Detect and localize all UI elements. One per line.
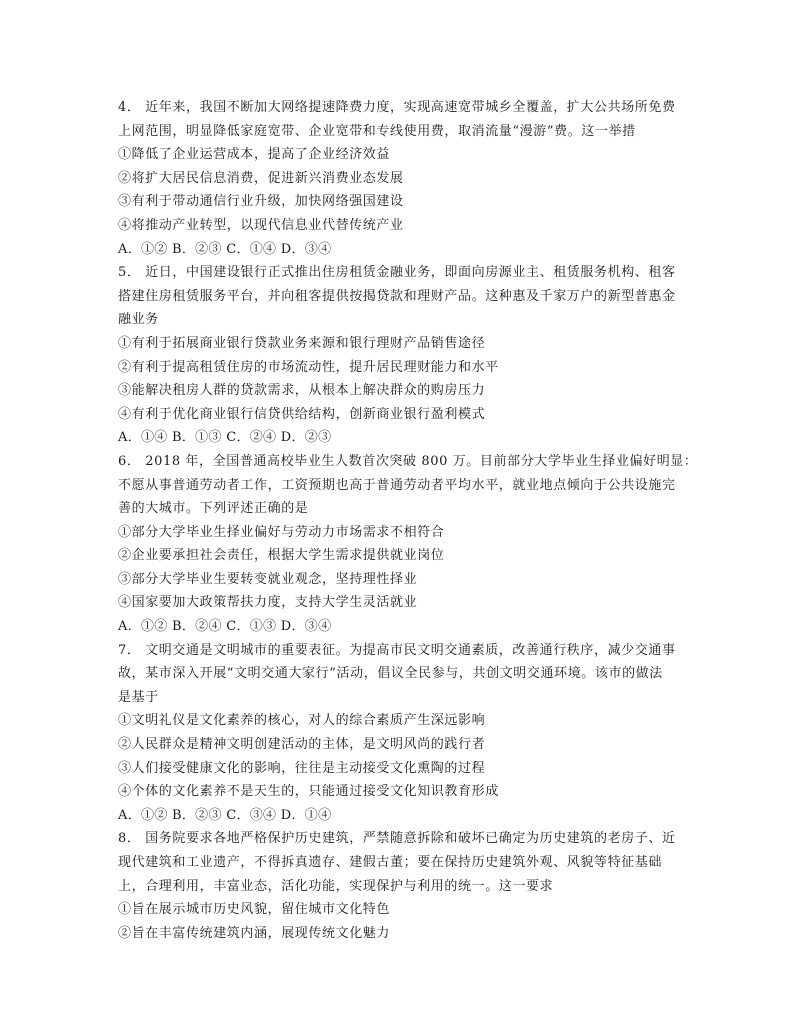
statement-2: ②企业要承担社会责任，根据大学生需求提供就业岗位 [118, 548, 445, 564]
statement-2: ②人民群众是精神文明创建活动的主体，是文明风尚的践行者 [118, 737, 486, 753]
statement-4: ④有利于优化商业银行信贷供给结构，创新商业银行盈利模式 [118, 406, 486, 422]
question-stem-line: 7． 文明交通是文明城市的重要表征。为提高市民文明交通素质，改善通行秩序，减少交通事 [118, 642, 676, 658]
question-stem-line: 现代建筑和工业遗产，不得拆真遗存、建假古董；要在保持历史建筑外观、风貌等特征基础 [118, 855, 663, 870]
answer-options: A．①② B．②④ C．①③ D．③④ [118, 619, 332, 635]
statement-2: ②旨在丰富传统建筑内涵，展现传统文化魅力 [118, 925, 391, 941]
statement-1: ①有利于拓展商业银行贷款业务来源和银行理财产品销售途径 [118, 335, 486, 351]
statement-3: ③能解决租房人群的贷款需求，从根本上解决群众的购房压力 [118, 383, 486, 399]
question-7 [118, 639, 688, 828]
question-stem-line: 上网范围，明显降低家庭宽带、企业宽带和专线使用费，取消流量“漫游”费。这一举措 [118, 123, 636, 139]
question-stem-line: 搭建住房租赁服务平台，并向租客提供按揭贷款和理财产品。这种惠及千家万户的新型普惠金 [118, 288, 676, 304]
statement-4: ④将推动产业转型，以现代信息业代替传统产业 [118, 217, 404, 233]
statement-3: ③人们接受健康文化的影响，往往是主动接受文化熏陶的过程 [118, 760, 486, 776]
statement-3: ③有利于带动通信行业升级，加快网络强国建设 [118, 194, 404, 210]
question-stem-line: 是基于 [118, 689, 159, 705]
question-stem-line: 善的大城市。下列评述正确的是 [118, 501, 309, 517]
question-stem-line: 融业务 [118, 312, 159, 328]
statement-1: ①旨在展示城市历史风貌，留住城市文化特色 [118, 902, 391, 918]
statement-2: ②有利于提高租赁住房的市场流动性，提升居民理财能力和水平 [118, 359, 499, 375]
exam-page [118, 96, 698, 945]
statement-1: ①文明礼仪是文化素养的核心，对人的综合素质产生深远影响 [118, 713, 486, 729]
question-8 [118, 827, 688, 945]
statement-2: ②将扩大居民信息消费，促进新兴消费业态发展 [118, 170, 404, 186]
statement-1: ①降低了企业运营成本，提高了企业经济效益 [118, 147, 391, 163]
question-stem-line: 6． 2018 年，全国普通高校毕业生人数首次突破 800 万。目前部分大学毕业生择业偏好明显： [118, 453, 698, 469]
answer-options: A．①② B．②③ C．③④ D．①④ [118, 807, 332, 823]
question-stem-line: 4． 近年来，我国不断加大网络提速降费力度，实现高速宽带城乡全覆盖，扩大公共场所免费 [118, 100, 676, 115]
question-4 [118, 96, 688, 261]
question-stem-line: 8． 国务院要求各地严格保护历史建筑，严禁随意拆除和破坏已确定为历史建筑的老房子、近 [118, 831, 676, 847]
question-stem-line: 不愿从事普通劳动者工作，工资预期也高于普通劳动者平均水平，就业地点倾向于公共设施完 [118, 477, 676, 493]
question-5 [118, 261, 688, 450]
question-6 [118, 450, 698, 639]
statement-3: ③部分大学毕业生要转变就业观念，坚持理性择业 [118, 571, 418, 587]
statement-4: ④国家要加大政策帮扶力度，支持大学生灵活就业 [118, 595, 418, 611]
statement-4: ④个体的文化素养不是天生的，只能通过接受文化知识教育形成 [118, 784, 499, 800]
answer-options: A．①④ B．①③ C．②④ D．②③ [118, 430, 332, 446]
question-stem-line: 5． 近日，中国建设银行正式推出住房租赁金融业务，即面向房源业主、租赁服务机构、租客 [118, 265, 676, 281]
question-stem-line: 上，合理利用，丰富业态，活化功能，实现保护与利用的统一。这一要求 [118, 878, 554, 894]
question-stem-line: 故，某市深入开展“文明交通大家行”活动，倡议全民参与，共创文明交通环境。该市的做法 [118, 666, 663, 682]
answer-options: A．①② B．②③ C．①④ D．③④ [118, 241, 332, 257]
statement-1: ①部分大学毕业生择业偏好与劳动力市场需求不相符合 [118, 524, 445, 540]
